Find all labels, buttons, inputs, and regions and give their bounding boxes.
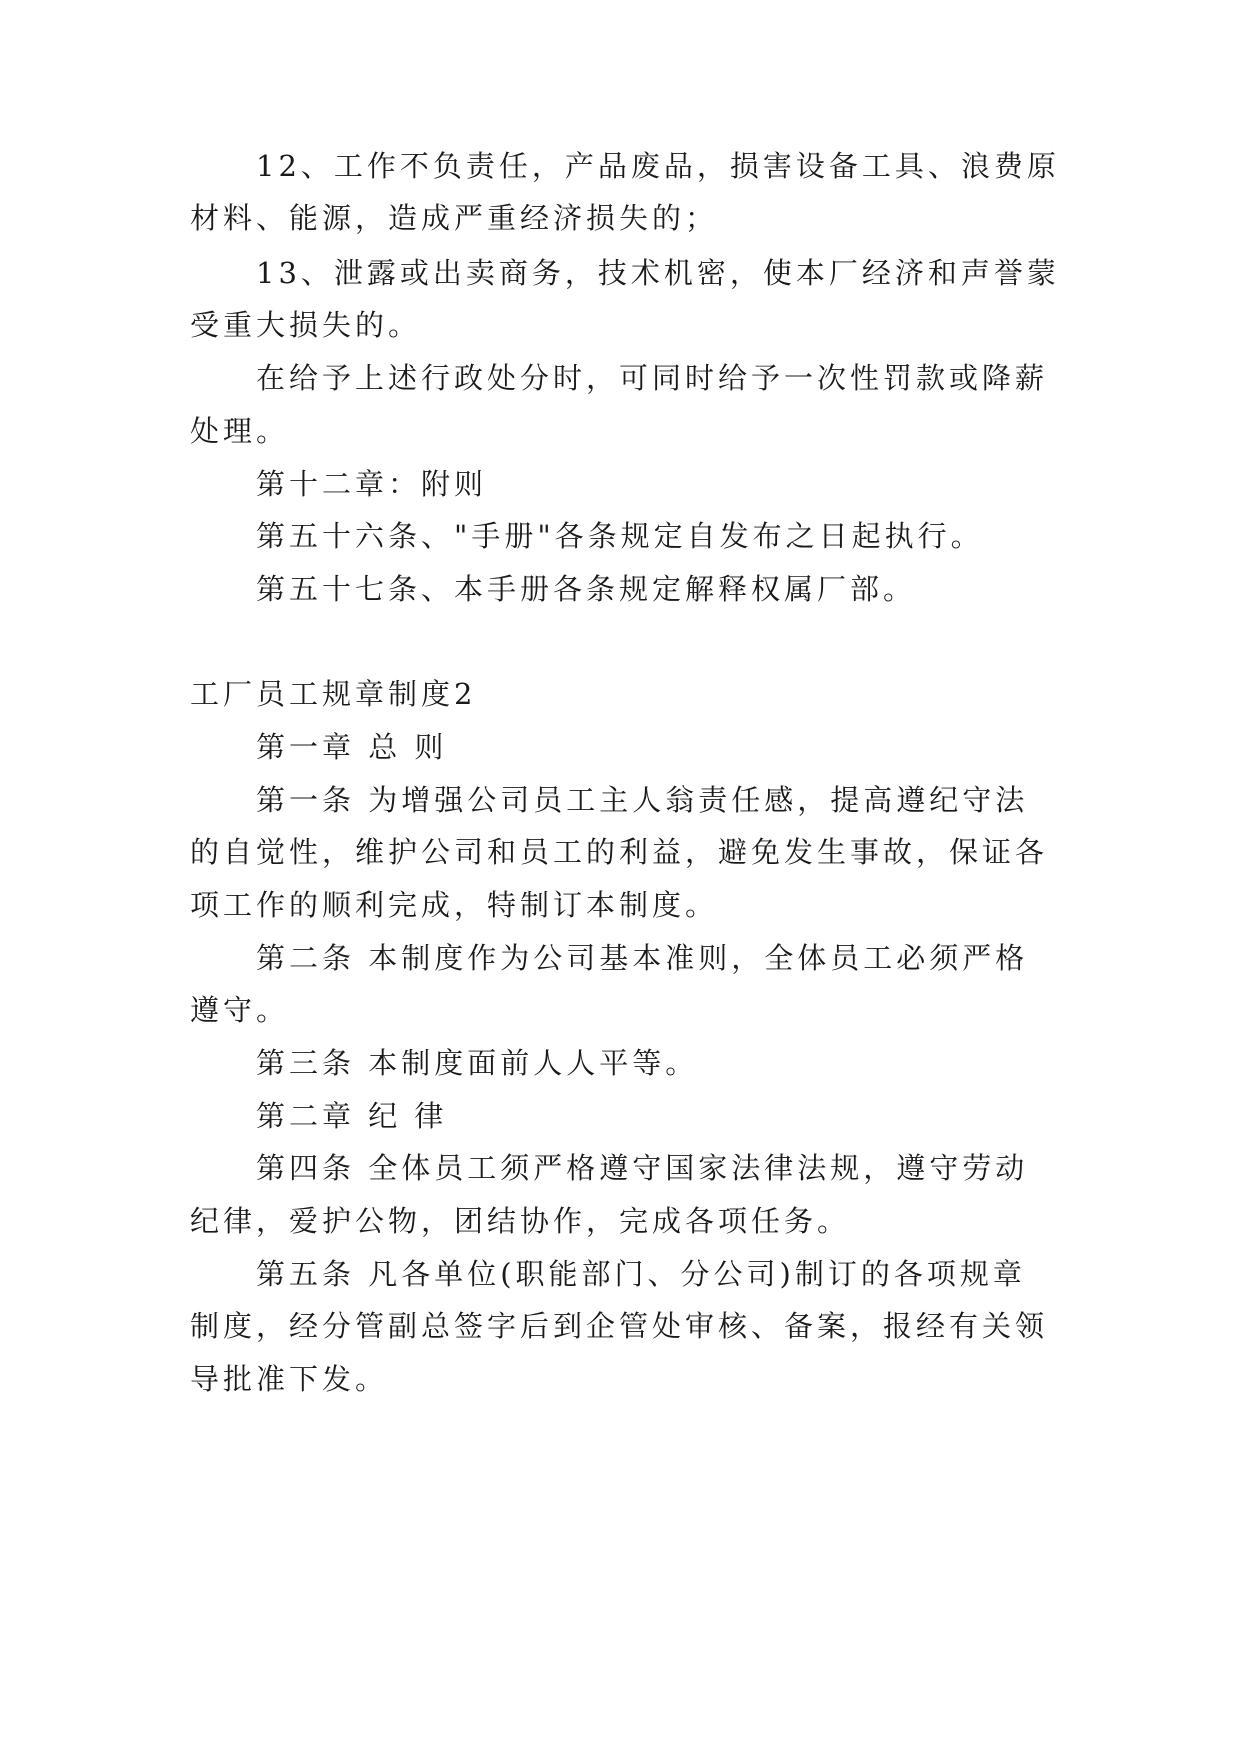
text-line: 纪律，爱护公物，团结协作，完成各项任务。	[190, 1204, 851, 1238]
text-line: 第五条 凡各单位(职能部门、分公司)制订的各项规章	[256, 1257, 1026, 1291]
text-line: 制度，经分管副总签字后到企管处审核、备案，报经有关领	[190, 1309, 1049, 1343]
text-line: 处理。	[190, 414, 290, 448]
text-line: 导批准下发。	[190, 1362, 389, 1396]
text-line: 受重大损失的。	[190, 308, 422, 342]
text-line: 第一条 为增强公司员工主人翁责任感，提高遵纪守法	[256, 783, 1029, 817]
chapter-heading: 第二章 纪 律	[256, 1099, 448, 1133]
chapter-heading: 第一章 总 则	[256, 730, 448, 764]
text-line: 第二条 本制度作为公司基本准则，全体员工必须严格	[256, 941, 1029, 975]
chapter-heading: 第十二章：附则	[256, 467, 488, 501]
text-line: 材料、能源，造成严重经济损失的；	[190, 201, 719, 235]
text-line: 项工作的顺利完成，特制订本制度。	[190, 888, 719, 922]
text-line: 12、工作不负责任，产品废品，损害设备工具、浪费原	[256, 149, 1060, 183]
text-line: 第五十七条、本手册各条规定解释权属厂部。	[256, 572, 917, 606]
text-line: 遵守。	[190, 993, 290, 1027]
text-line: 的自觉性，维护公司和员工的利益，避免发生事故，保证各	[190, 835, 1049, 869]
text-line: 在给予上述行政处分时，可同时给予一次性罚款或降薪	[256, 361, 1049, 395]
text-line: 第五十六条、"手册"各条规定自发布之日起执行。	[256, 519, 984, 553]
section-title: 工厂员工规章制度2	[190, 677, 477, 711]
text-line: 13、泄露或出卖商务，技术机密，使本厂经济和声誉蒙	[256, 256, 1060, 290]
text-line: 第三条 本制度面前人人平等。	[256, 1046, 699, 1080]
text-line: 第四条 全体员工须严格遵守国家法律法规，遵守劳动	[256, 1151, 1029, 1185]
